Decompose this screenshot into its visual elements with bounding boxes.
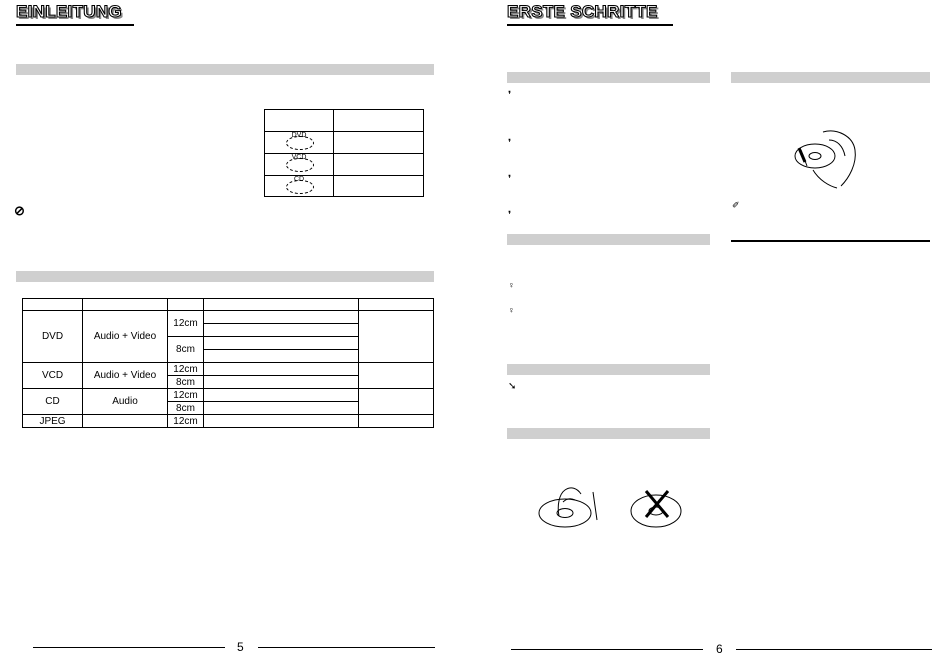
footer-rule-left-a — [33, 647, 225, 648]
format-cell: JPEG — [23, 415, 83, 428]
format-cell: CD — [23, 389, 83, 415]
section-bar-r5 — [731, 72, 930, 83]
title-underline-right — [507, 24, 673, 26]
format-cell: DVD — [23, 311, 83, 363]
format-cell: 8cm — [168, 376, 204, 389]
section-bar-r3 — [507, 364, 710, 375]
format-cell: VCD — [23, 363, 83, 389]
format-cell: Audio — [83, 389, 168, 415]
page-title-left: EINLEITUNG — [16, 2, 122, 21]
section-bar-1 — [16, 64, 434, 75]
footer-rule-right-a — [511, 649, 703, 650]
page-number-left: 5 — [237, 640, 244, 654]
section-bar-r2 — [507, 234, 710, 245]
footer-rule-right-b — [736, 649, 932, 650]
bullet-icon: ❜ — [508, 90, 512, 101]
format-cell: 8cm — [168, 337, 204, 363]
format-cell — [83, 415, 168, 428]
format-cell: Audio + Video — [83, 311, 168, 363]
format-cell: 12cm — [168, 311, 204, 337]
bullet-icon: ♀ — [508, 280, 515, 290]
section-rule-r — [731, 240, 930, 242]
disc-wrong-handling-illustration — [628, 483, 684, 531]
page-title-right: ERSTE SCHRITTE — [507, 2, 658, 21]
vcd-logo: VCD — [265, 154, 334, 176]
cd-logo: CD — [265, 176, 334, 197]
disc-handling-illustration — [537, 480, 607, 530]
page-number-right: 6 — [716, 642, 723, 656]
no-symbol-icon: ⊘ — [14, 203, 25, 218]
bullet-icon: ❜ — [508, 174, 512, 185]
bullet-icon: ♀ — [508, 305, 515, 315]
bullet-icon: ❜ — [508, 138, 512, 149]
format-cell: 12cm — [168, 363, 204, 376]
format-cell: Audio + Video — [83, 363, 168, 389]
bullet-icon: ✐ — [732, 200, 740, 210]
section-bar-2 — [16, 271, 434, 282]
dvd-logo: DVD — [265, 132, 334, 154]
format-cell: 12cm — [168, 415, 204, 428]
bullet-icon: ➘ — [508, 381, 517, 392]
disc-logo-table — [264, 109, 424, 197]
format-cell: 12cm — [168, 389, 204, 402]
section-bar-r1 — [507, 72, 710, 83]
section-bar-r4 — [507, 428, 710, 439]
format-cell: 8cm — [168, 402, 204, 415]
footer-rule-left-b — [258, 647, 435, 648]
title-underline-left — [16, 24, 134, 26]
disc-format-table — [22, 298, 434, 428]
disc-cleaning-illustration — [793, 126, 861, 192]
bullet-icon: ❜ — [508, 210, 512, 221]
